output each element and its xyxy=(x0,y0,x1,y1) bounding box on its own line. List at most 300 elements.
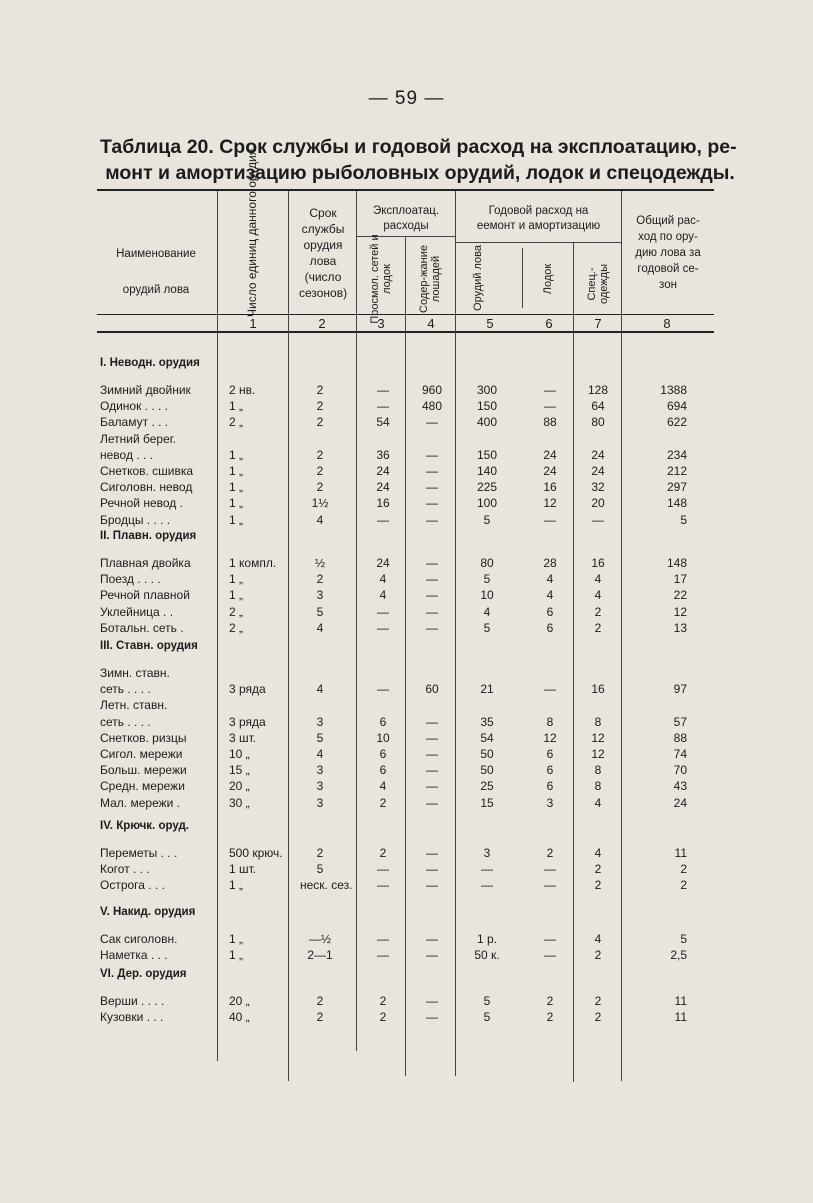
header-life-line-3: орудия xyxy=(303,238,343,252)
row-gear: 50 к. xyxy=(474,948,500,963)
row-clothes: 2 xyxy=(594,620,602,635)
header-expl-horses: Содер-жание лошадей xyxy=(418,245,442,313)
row-units: 2 „ xyxy=(229,620,244,635)
row-name: Средн. мережи xyxy=(100,779,185,794)
row-gear: 5 xyxy=(483,512,491,527)
row-name: Сиголовн. невод xyxy=(100,480,193,495)
row-clothes: 2 xyxy=(594,862,602,877)
row-tar: 6 xyxy=(379,763,387,778)
row-tar: — xyxy=(377,932,389,946)
table-row xyxy=(0,846,813,862)
row-name: Зимний двойник xyxy=(100,383,191,397)
header-annual-clothes: Спец.- одежды xyxy=(586,264,610,304)
row-clothes: 4 xyxy=(594,932,602,946)
table-row xyxy=(0,513,813,529)
row-boats: 24 xyxy=(543,464,557,478)
header-annual-boats: Лодок xyxy=(542,263,554,295)
row-clothes: 8 xyxy=(594,779,602,794)
row-name: Снетков. сшивка xyxy=(100,464,194,478)
row-name: Мал. мережи . xyxy=(100,795,181,810)
row-life: 2 xyxy=(316,572,324,587)
row-tar: 4 xyxy=(379,572,387,587)
row-horses: — xyxy=(426,415,438,430)
row-total: 70 xyxy=(673,763,687,778)
row-gear: 5 xyxy=(483,620,491,635)
row-tar: — xyxy=(377,512,389,527)
row-tar: 4 xyxy=(379,779,387,794)
table-row xyxy=(0,932,813,948)
row-boats: 4 xyxy=(546,588,554,603)
row-clothes: 24 xyxy=(591,447,605,462)
row-tar: — xyxy=(377,682,389,697)
row-life: 4 xyxy=(316,747,324,761)
row-units: 2 „ xyxy=(229,604,244,619)
row-clothes: 80 xyxy=(591,415,605,430)
table-row xyxy=(0,556,813,572)
row-boats: — xyxy=(544,399,556,414)
row-total: 234 xyxy=(666,447,687,462)
row-life: 1½ xyxy=(311,496,329,511)
row-horses: — xyxy=(426,795,438,810)
table-row xyxy=(0,796,813,812)
row-clothes: 8 xyxy=(594,714,602,729)
row-life: 5 xyxy=(316,604,324,619)
row-horses: — xyxy=(426,932,438,946)
row-boats: 4 xyxy=(546,572,554,587)
row-name: Уклейница . . xyxy=(100,604,174,619)
row-units: 1 „ xyxy=(229,878,244,893)
row-clothes: 2 xyxy=(594,604,602,619)
header-life-line-5: (число xyxy=(304,270,342,284)
row-gear: 150 xyxy=(476,447,498,462)
row-horses: — xyxy=(426,556,438,570)
table-row xyxy=(0,994,813,1010)
row-units: 3 ряда xyxy=(229,682,266,697)
row-units: 2 нв. xyxy=(229,383,256,397)
row-boats: 6 xyxy=(546,763,554,778)
row-gear: 15 xyxy=(480,795,494,810)
row-clothes: 2 xyxy=(594,1010,602,1025)
row-horses: — xyxy=(426,763,438,778)
row-boats: 2 xyxy=(546,846,554,860)
row-boats: — xyxy=(544,512,556,527)
row-total: 5 xyxy=(680,932,687,946)
row-total: 22 xyxy=(673,588,687,603)
row-name: Зимн. ставн. xyxy=(100,666,170,680)
row-total: 212 xyxy=(666,464,687,478)
row-tar: — xyxy=(377,878,389,893)
col-number-8: 8 xyxy=(663,316,671,331)
row-boats: — xyxy=(544,383,556,397)
row-tar: 16 xyxy=(376,496,390,511)
section-title: VI. Дер. орудия xyxy=(100,968,187,980)
row-units: 40 „ xyxy=(229,1010,250,1025)
row-name: Летн. ставн. xyxy=(100,698,168,713)
row-gear: 21 xyxy=(480,682,494,697)
col-number-2: 2 xyxy=(318,316,326,331)
row-gear: — xyxy=(481,878,493,893)
row-horses: — xyxy=(426,948,438,963)
row-name: Бродцы . . . . xyxy=(100,512,171,527)
row-name: Одинок . . . . xyxy=(100,399,168,414)
row-life: 2—1 xyxy=(307,948,333,963)
col-number-3: 3 xyxy=(377,316,385,331)
col-divider-6 xyxy=(522,248,523,308)
row-life: 2 xyxy=(316,480,324,495)
row-life: 3 xyxy=(316,795,324,810)
table-row xyxy=(0,1010,813,1026)
row-boats: 2 xyxy=(546,994,554,1008)
row-units: 2 „ xyxy=(229,415,244,430)
row-gear: 35 xyxy=(480,714,494,729)
row-tar: 54 xyxy=(376,415,390,430)
row-horses: — xyxy=(426,1010,438,1025)
table-row xyxy=(0,383,813,399)
row-tar: — xyxy=(377,948,389,963)
row-tar: 2 xyxy=(379,846,387,860)
row-total: 5 xyxy=(680,512,687,527)
row-boats: 16 xyxy=(543,480,557,495)
row-units: 1 „ xyxy=(229,512,244,527)
row-horses: — xyxy=(426,878,438,893)
table-row xyxy=(0,480,813,496)
header-total-line-2: ход по ору- xyxy=(638,231,698,243)
header-annual xyxy=(456,204,621,234)
row-boats: — xyxy=(544,862,556,877)
table-row xyxy=(0,415,813,431)
row-horses: — xyxy=(426,604,438,619)
row-name: Кузовки . . . xyxy=(100,1010,164,1025)
page-number: — 59 — xyxy=(368,88,445,109)
row-tar: 4 xyxy=(379,588,387,603)
row-name: невод . . . xyxy=(100,447,153,462)
row-total: 694 xyxy=(666,399,687,414)
table-row xyxy=(0,682,813,698)
row-gear: 1 р. xyxy=(476,932,497,946)
row-boats: 12 xyxy=(543,730,557,745)
row-name: Наметка . . . xyxy=(100,948,168,963)
header-life-line-6: сезонов) xyxy=(298,286,348,300)
row-units: 1 „ xyxy=(229,948,244,963)
caption-line-2: монт и амортизацию рыболовных орудий, лодок и спецодежды. xyxy=(105,162,735,184)
row-life: 4 xyxy=(316,682,324,697)
row-clothes: — xyxy=(592,512,604,527)
row-tar: 2 xyxy=(379,1010,387,1025)
row-clothes: 20 xyxy=(591,496,605,511)
row-units: 1 „ xyxy=(229,480,244,495)
table-row xyxy=(0,862,813,878)
section-title: V. Накид. орудия xyxy=(100,906,196,918)
header-total-line-4: годовой се- xyxy=(637,263,699,275)
row-life: 3 xyxy=(316,588,324,603)
table-row xyxy=(0,399,813,415)
row-clothes: 8 xyxy=(594,763,602,778)
row-boats: 6 xyxy=(546,779,554,794)
row-units: 1 шт. xyxy=(229,862,257,877)
header-name-line-2: орудий лова xyxy=(122,284,190,296)
row-boats: 3 xyxy=(546,795,554,810)
row-name: сеть . . . . xyxy=(100,714,151,729)
row-units: 1 „ xyxy=(229,447,244,462)
row-units: 15 „ xyxy=(229,763,250,778)
row-units: 1 „ xyxy=(229,932,244,946)
row-name: сеть . . . . xyxy=(100,682,151,697)
row-horses: — xyxy=(426,512,438,527)
row-boats: 2 xyxy=(546,1010,554,1025)
row-boats: 24 xyxy=(543,447,557,462)
row-units: 10 „ xyxy=(229,747,250,761)
row-name: Сак сиголовн. xyxy=(100,932,178,946)
row-name: Баламут . . . xyxy=(100,415,169,430)
row-horses: — xyxy=(426,496,438,511)
row-clothes: 4 xyxy=(594,846,602,860)
row-total: 2 xyxy=(680,862,687,877)
row-tar: 24 xyxy=(376,480,390,495)
row-total: 11 xyxy=(674,846,687,860)
row-units: 20 „ xyxy=(229,779,250,794)
row-gear: 300 xyxy=(476,383,498,397)
row-tar: 2 xyxy=(379,994,387,1008)
row-gear: 225 xyxy=(476,480,498,495)
row-gear: 5 xyxy=(483,1010,491,1025)
row-boats: 88 xyxy=(543,415,557,430)
row-horses: — xyxy=(426,846,438,860)
row-life: 2 xyxy=(316,447,324,462)
row-units: 1 „ xyxy=(229,399,244,414)
row-horses: — xyxy=(426,994,438,1008)
row-gear: 25 xyxy=(480,779,494,794)
table-row xyxy=(0,496,813,512)
row-total: 148 xyxy=(666,556,687,570)
row-horses: — xyxy=(426,730,438,745)
row-life: —½ xyxy=(308,932,331,946)
row-horses: — xyxy=(426,572,438,587)
row-life: 4 xyxy=(316,620,324,635)
table-row xyxy=(0,605,813,621)
row-tar: 6 xyxy=(379,747,387,761)
row-units: 1 компл. xyxy=(229,556,277,570)
row-horses: 480 xyxy=(421,399,443,414)
col-number-1: 1 xyxy=(249,316,257,331)
row-total: 148 xyxy=(666,496,687,511)
row-name: Поезд . . . . xyxy=(100,572,161,587)
row-units: 1 „ xyxy=(229,464,244,478)
row-horses: 960 xyxy=(421,383,443,397)
row-name: Верши . . . . xyxy=(100,994,165,1008)
row-total: 12 xyxy=(673,604,687,619)
row-life: 2 xyxy=(316,994,324,1008)
row-life: 5 xyxy=(316,730,324,745)
row-units: 1 „ xyxy=(229,496,244,511)
row-total: 622 xyxy=(666,415,687,430)
header-name-line-1: Наименование xyxy=(116,248,196,260)
row-horses: — xyxy=(426,862,438,877)
row-name: Летний берег. xyxy=(100,431,177,446)
row-life: 5 xyxy=(316,862,324,877)
row-tar: 10 xyxy=(376,730,390,745)
row-horses: 60 xyxy=(425,682,439,697)
row-name: Острога . . . xyxy=(100,878,165,893)
table-row xyxy=(0,731,813,747)
row-life: 2 xyxy=(316,846,324,860)
table-row xyxy=(0,763,813,779)
row-clothes: 16 xyxy=(591,682,605,697)
row-horses: — xyxy=(426,747,438,761)
row-gear: 54 xyxy=(480,730,494,745)
row-gear: — xyxy=(481,862,493,877)
row-tar: 24 xyxy=(376,464,390,478)
row-total: 2 xyxy=(680,878,687,893)
row-boats: — xyxy=(544,682,556,697)
row-clothes: 12 xyxy=(591,730,605,745)
table-row xyxy=(0,666,813,682)
row-clothes: 32 xyxy=(591,480,605,495)
row-name: Ботальн. сеть . xyxy=(100,620,184,635)
table-row xyxy=(0,948,813,964)
row-tar: 2 xyxy=(379,795,387,810)
row-clothes: 64 xyxy=(591,399,605,414)
row-tar: — xyxy=(377,862,389,877)
row-clothes: 12 xyxy=(591,747,605,761)
col-number-5: 5 xyxy=(486,316,494,331)
table-row xyxy=(0,448,813,464)
row-name: Сигол. мережи xyxy=(100,747,183,761)
table-row xyxy=(0,621,813,637)
row-total: 11 xyxy=(674,994,687,1008)
header-annual-gear: Орудий лова xyxy=(472,245,484,311)
row-life: 3 xyxy=(316,763,324,778)
row-clothes: 2 xyxy=(594,878,602,893)
header-name xyxy=(100,236,212,308)
row-tar: — xyxy=(377,383,389,397)
table-row xyxy=(0,698,813,714)
row-life: 2 xyxy=(316,383,324,397)
table-row xyxy=(0,464,813,480)
row-total: 13 xyxy=(673,620,687,635)
row-boats: 28 xyxy=(543,556,557,570)
row-tar: — xyxy=(377,399,389,414)
header-life-line-2: службы xyxy=(301,222,345,236)
row-life: 3 xyxy=(316,714,324,729)
row-life: ½ xyxy=(314,556,325,570)
row-units: 3 ряда xyxy=(229,714,266,729)
row-name: Речной плавной xyxy=(100,588,190,603)
row-gear: 100 xyxy=(476,496,498,511)
row-life: 2 xyxy=(316,1010,324,1025)
row-units: 20 „ xyxy=(229,994,250,1008)
header-life-line-4: лова xyxy=(309,254,337,268)
row-clothes: 16 xyxy=(591,556,605,570)
row-life: 2 xyxy=(316,415,324,430)
row-boats: 6 xyxy=(546,604,554,619)
row-total: 88 xyxy=(673,730,687,745)
row-name: Переметы . . . xyxy=(100,846,178,860)
row-tar: 24 xyxy=(376,556,390,570)
row-total: 97 xyxy=(673,682,687,697)
header-life xyxy=(290,205,356,301)
row-total: 297 xyxy=(666,480,687,495)
row-units: 1 „ xyxy=(229,588,244,603)
row-total: 57 xyxy=(673,714,687,729)
row-horses: — xyxy=(426,464,438,478)
row-name: Снетков. ризцы xyxy=(100,730,187,745)
row-gear: 3 xyxy=(483,846,491,860)
row-name: Больш. мережи xyxy=(100,763,187,778)
row-boats: 12 xyxy=(543,496,557,511)
header-annual-line-2: еемонт и амортизацию xyxy=(476,220,601,232)
row-clothes: 128 xyxy=(587,383,609,397)
table-row xyxy=(0,588,813,604)
row-total: 1388 xyxy=(660,383,687,397)
row-boats: 8 xyxy=(546,714,554,729)
table-row xyxy=(0,432,813,448)
row-units: 1 „ xyxy=(229,572,244,587)
row-name: Когот . . . xyxy=(100,862,150,877)
row-gear: 5 xyxy=(483,994,491,1008)
row-gear: 50 xyxy=(480,747,494,761)
section-title: II. Плавн. орудия xyxy=(100,530,197,542)
header-expl-tar: Просмол. сетей и лодок xyxy=(369,234,393,324)
section-title: III. Ставн. орудия xyxy=(100,640,198,652)
row-life: 2 xyxy=(316,399,324,414)
row-clothes: 24 xyxy=(591,464,605,478)
row-boats: 6 xyxy=(546,747,554,761)
col-number-6: 6 xyxy=(545,316,553,331)
row-name: Речной невод . xyxy=(100,496,183,511)
row-horses: — xyxy=(426,620,438,635)
row-tar: 6 xyxy=(379,714,387,729)
header-total xyxy=(623,213,713,293)
row-life: 3 xyxy=(316,779,324,794)
header-expl-line-2: расходы xyxy=(383,220,429,232)
row-units: 3 шт. xyxy=(229,730,257,745)
row-horses: — xyxy=(426,714,438,729)
row-total: 17 xyxy=(673,572,687,587)
row-units: 500 крюч. xyxy=(229,846,283,860)
table-row xyxy=(0,878,813,894)
row-horses: — xyxy=(426,779,438,794)
row-clothes: 4 xyxy=(594,572,602,587)
section-title: IV. Крючк. оруд. xyxy=(100,820,189,832)
col-number-4: 4 xyxy=(427,316,435,331)
row-total: 11 xyxy=(674,1010,687,1025)
row-tar: 36 xyxy=(376,447,390,462)
row-clothes: 2 xyxy=(594,994,602,1008)
row-horses: — xyxy=(426,447,438,462)
row-gear: 140 xyxy=(476,464,498,478)
header-total-line-3: дию лова за xyxy=(635,247,701,259)
section-title: I. Неводн. орудия xyxy=(100,357,200,369)
row-gear: 150 xyxy=(476,399,498,414)
row-life: неск. сез. xyxy=(300,878,353,893)
row-gear: 400 xyxy=(476,415,498,430)
row-clothes: 4 xyxy=(594,795,602,810)
row-boats: 6 xyxy=(546,620,554,635)
table-row xyxy=(0,572,813,588)
caption-line-1: Таблица 20. Срок службы и годовой расход на эксплоатацию, ре- xyxy=(100,136,737,158)
row-horses: — xyxy=(426,480,438,495)
row-gear: 4 xyxy=(483,604,491,619)
row-boats: — xyxy=(544,948,556,963)
header-units: Число единиц данного орудия xyxy=(245,148,259,317)
row-clothes: 2 xyxy=(594,948,602,963)
row-boats: — xyxy=(544,878,556,893)
row-life: 4 xyxy=(316,512,324,527)
header-total-line-1: Общий рас- xyxy=(636,215,700,227)
row-tar: — xyxy=(377,620,389,635)
row-total: 24 xyxy=(673,795,687,810)
header-total-line-5: зон xyxy=(659,279,677,291)
